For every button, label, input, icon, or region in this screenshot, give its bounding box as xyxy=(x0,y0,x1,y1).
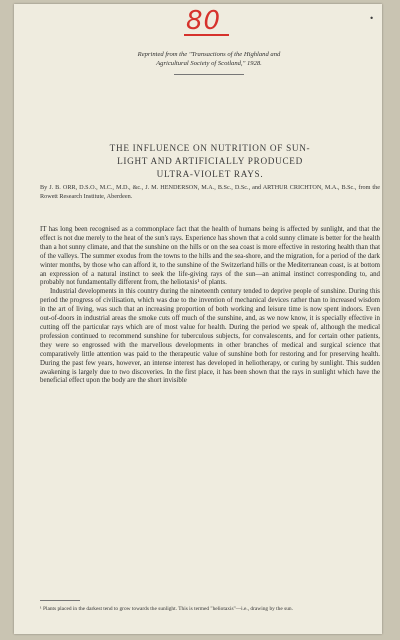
footnote-rule xyxy=(40,600,80,601)
reprint-notice xyxy=(64,50,354,68)
article-title xyxy=(40,142,380,181)
article-body xyxy=(40,226,380,386)
paragraph-2: Industrial developments in this country during the nineteenth century tended to deprive people of sunshine. During this period the progress of civilisation, which was due to the invention of mechanical devices rather than to increased wisdom in the art of living, was such that an increasing proportion of both working and leisure time is now spent indoors. Even out-of-doors in industrial areas the smoke cuts off much of the sunshine, and, as we now know, it is specially effective in cutting off the particular rays which are of most value for health. During the period we speak of, although the medical profession continued to recommend sunshine for tuberculous subjects, for convalescents, and for certain other patients, they were so engrossed with the marvellous developments in other branches of medical and surgical science that comparatively little attention was paid to the therapeutic value of sunshine both for restoring and for preserving health. During the past few years, however, an intense interest has developed in heliotherapy, or curing by sunlight. This sudden awakening is largely due to two discoveries. In the first place, it has been shown that the rays in sunlight which have the beneficial effect upon the body are the short invisible xyxy=(40,288,380,385)
title-line-2: LIGHT AND ARTIFICIALLY PRODUCED xyxy=(117,156,303,166)
paragraph-1: IT has long been recognised as a commonplace fact that the health of humans being is affected by sunlight, and that the effect is not due merely to the heat of the sun's rays. Experience has shown that a cold sunny climate is better for the health than a hot sunny climate, and that the sunshine on the hills or on the sea coast is more effective in restoring health than that of the valleys. The summer exodus from the towns to the hills and the sea-shore, and the migration, for a period of the dark winter months, by those who can afford it, to the sunshine of the Switzerland hills or the Mediterranean coast, is at bottom an expression of a natural instinct to seek the life-giving rays of the sun—an animal instinct corresponding to, and probably not fundamentally different from, the heliotaxis¹ of plants. xyxy=(40,226,380,287)
reprint-line-2: Agricultural Society of Scotland," 1928. xyxy=(156,60,262,67)
handwritten-page-number: 80 xyxy=(184,8,229,36)
header-rule xyxy=(174,74,244,75)
footnote: ¹ Plants placed in the darkest tend to grow towards the sunlight. This is termed "heliotaxis"—i.e., drawing by the sun. xyxy=(40,606,293,612)
title-line-3: ULTRA-VIOLET RAYS. xyxy=(156,169,264,179)
title-line-1: THE INFLUENCE ON NUTRITION OF SUN- xyxy=(109,143,311,153)
reprint-line-1: Reprinted from the "Transactions of the Highland and xyxy=(137,51,281,58)
document-page xyxy=(14,4,382,634)
corner-mark: • xyxy=(369,14,374,23)
author-byline: By J. B. ORR, D.S.O., M.C., M.D., &c., J. M. HENDERSON, M.A., B.Sc., D.Sc., and ARTHUR CRICHTON, M.A., B.Sc., from the Rowett Research Institute, Aberdeen. xyxy=(40,184,380,200)
